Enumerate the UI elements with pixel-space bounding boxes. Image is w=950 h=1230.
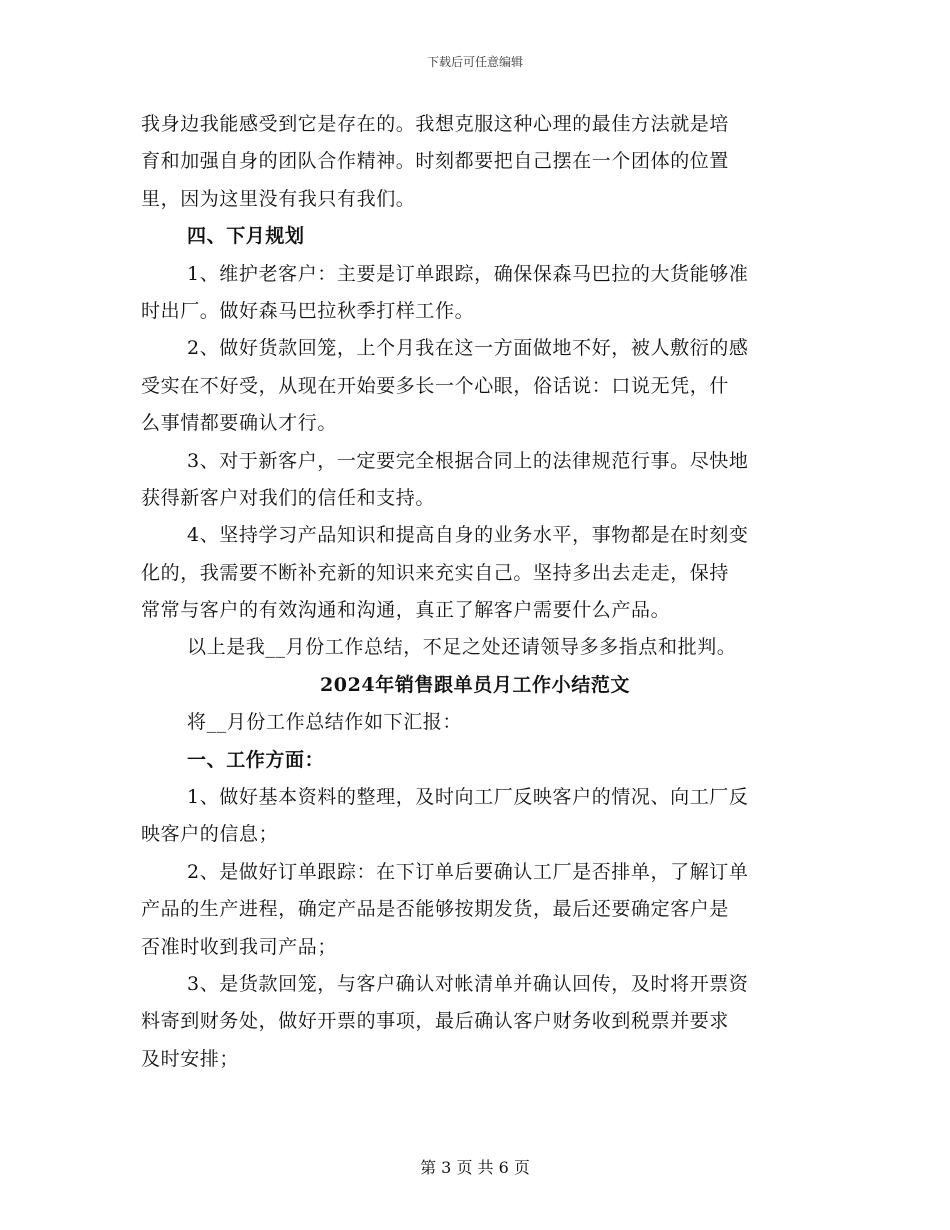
- paragraph-line: 4、坚持学习产品知识和提高自身的业务水平，事物都是在时刻变: [187, 524, 749, 547]
- paragraph-line: 么事情都要确认才行。: [141, 412, 338, 435]
- paragraph-line: 化的，我需要不断补充新的知识来充实自己。坚持多出去走走，保持: [141, 561, 730, 584]
- paragraph-line: 映客户的信息；: [141, 823, 279, 846]
- paragraph-line: 1、做好基本资料的整理，及时向工厂反映客户的情况、向工厂反: [187, 786, 749, 809]
- paragraph-line: 否准时收到我司产品；: [141, 935, 338, 958]
- paragraph-line: 育和加强自身的团队合作精神。时刻都要把自己摆在一个团体的位置: [141, 150, 730, 173]
- paragraph-line: 将__月份工作总结作如下汇报：: [187, 711, 463, 734]
- document-title: 2024年销售跟单员月工作小结范文: [319, 673, 631, 696]
- paragraph-line: 受实在不好受，从现在开始要多长一个心眼，俗话说：口说无凭，什: [141, 374, 730, 397]
- paragraph-line: 产品的生产进程，确定产品是否能够按期发货，最后还要确定客户是: [141, 898, 730, 921]
- document-body: [141, 106, 809, 1078]
- paragraph-line: 2、是做好订单跟踪：在下订单后要确认工厂是否排单，了解订单: [187, 860, 749, 883]
- paragraph-line: 获得新客户对我们的信任和支持。: [141, 486, 436, 509]
- paragraph-line: 3、是货款回笼，与客户确认对帐清单并确认回传，及时将开票资: [187, 972, 749, 995]
- paragraph-line: 2、做好货款回笼，上个月我在这一方面做地不好，被人敷衍的感: [187, 337, 749, 360]
- paragraph-line: 3、对于新客户，一定要完全根据合同上的法律规范行事。尽快地: [187, 449, 749, 472]
- paragraph-line: 以上是我__月份工作总结，不足之处还请领导多多指点和批判。: [187, 636, 737, 659]
- paragraph-line: 时出厂。做好森马巴拉秋季打样工作。: [141, 299, 475, 322]
- section-heading: 四、下月规划: [187, 225, 305, 248]
- paragraph-line: 料寄到财务处，做好开票的事项，最后确认客户财务收到税票并要求: [141, 1010, 730, 1033]
- page-header: 下载后可任意编辑: [426, 55, 523, 69]
- paragraph-line: 常常与客户的有效沟通和沟通，真正了解客户需要什么产品。: [141, 599, 671, 622]
- paragraph-line: 我身边我能感受到它是存在的。我想克服这种心理的最佳方法就是培: [141, 113, 730, 135]
- paragraph-line: 1、维护老客户：主要是订单跟踪，确保保森马巴拉的大货能够准: [187, 262, 749, 285]
- section-heading: 一、工作方面：: [187, 748, 325, 771]
- page-footer: 第 3 页 共 6 页: [420, 1158, 530, 1177]
- paragraph-line: 里，因为这里没有我只有我们。: [141, 187, 416, 210]
- paragraph-line: 及时安排；: [141, 1047, 240, 1070]
